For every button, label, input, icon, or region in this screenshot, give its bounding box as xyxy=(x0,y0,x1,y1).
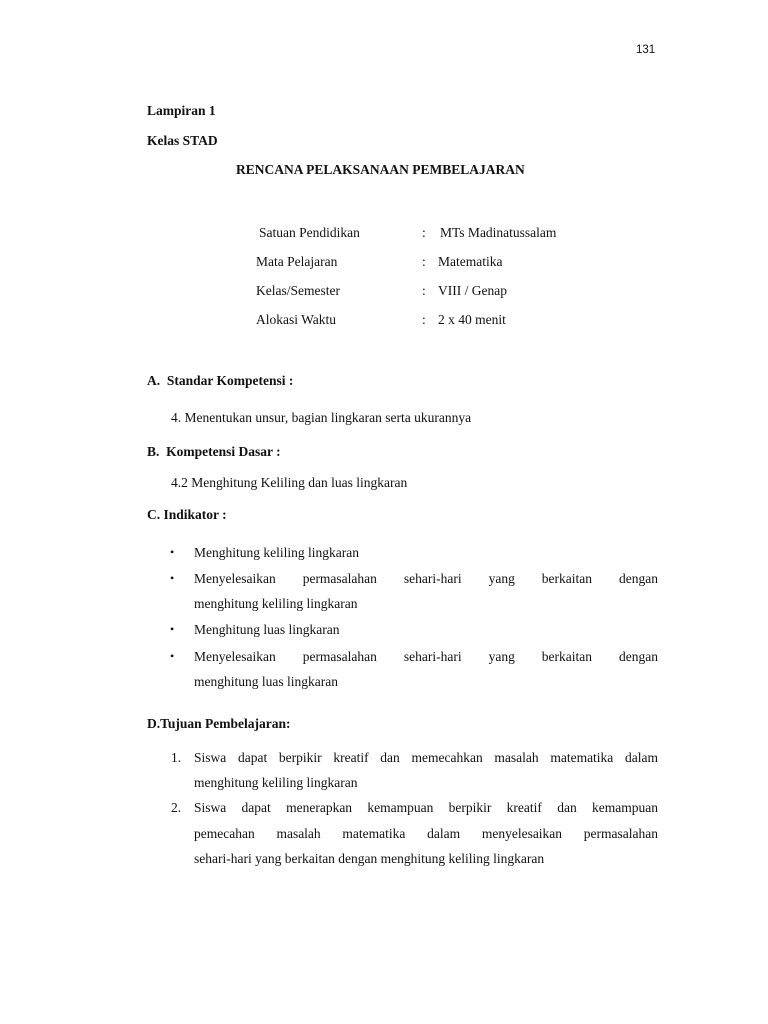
section-b-text: 4.2 Menghitung Keliling dan luas lingkaran xyxy=(171,475,408,490)
indicator-item: Menghitung luas lingkaran xyxy=(194,622,340,637)
section-d-heading: D.Tujuan Pembelajaran: xyxy=(147,716,291,731)
section-c-heading: C. Indikator : xyxy=(147,507,227,522)
bullet-icon: • xyxy=(170,649,175,663)
objective-line: pemecahan masalah matematika dalam menyelesaikan permasalahan xyxy=(194,826,658,841)
objective-line: menghitung keliling lingkaran xyxy=(194,775,358,790)
identity-value: 2 x 40 menit xyxy=(438,312,506,327)
bullet-icon: • xyxy=(170,545,175,559)
indicator-item-continuation: menghitung keliling lingkaran xyxy=(194,596,358,611)
bullet-icon: • xyxy=(170,571,175,585)
identity-separator: : xyxy=(422,254,426,269)
section-b-heading: B. Kompetensi Dasar : xyxy=(147,444,281,459)
section-a-text: 4. Menentukan unsur, bagian lingkaran serta ukurannya xyxy=(171,410,472,425)
identity-label: Satuan Pendidikan xyxy=(259,225,360,240)
indicator-item: Menyelesaikan permasalahan sehari-hari yang berkaitan dengan xyxy=(194,571,658,586)
appendix-label: Lampiran 1 xyxy=(147,103,216,118)
objective-line: sehari-hari yang berkaitan dengan menghitung keliling lingkaran xyxy=(194,851,545,866)
indicator-item: Menyelesaikan permasalahan sehari-hari yang berkaitan dengan xyxy=(194,649,658,664)
identity-label: Alokasi Waktu xyxy=(256,312,337,327)
identity-label: Mata Pelajaran xyxy=(256,254,338,269)
identity-label: Kelas/Semester xyxy=(256,283,340,298)
objective-line: Siswa dapat menerapkan kemampuan berpikir kreatif dan kemampuan xyxy=(194,800,658,815)
identity-value: VIII / Genap xyxy=(438,283,507,298)
objective-number: 2. xyxy=(171,800,182,815)
identity-value: Matematika xyxy=(438,254,503,269)
indicator-item: Menghitung keliling lingkaran xyxy=(194,545,359,560)
identity-separator: : xyxy=(422,283,426,298)
class-label: Kelas STAD xyxy=(147,133,218,148)
objective-line: Siswa dapat berpikir kreatif dan memecahkan masalah matematika dalam xyxy=(194,750,658,765)
identity-separator: : xyxy=(422,225,426,240)
bullet-icon: • xyxy=(170,622,175,636)
identity-value: MTs Madinatussalam xyxy=(440,225,557,240)
section-a-heading: A. Standar Kompetensi : xyxy=(147,373,294,388)
indicator-item-continuation: menghitung luas lingkaran xyxy=(194,674,338,689)
page-number: 131 xyxy=(636,44,656,56)
objective-number: 1. xyxy=(171,750,182,765)
identity-separator: : xyxy=(422,312,426,327)
document-title: RENCANA PELAKSANAAN PEMBELAJARAN xyxy=(236,162,525,177)
